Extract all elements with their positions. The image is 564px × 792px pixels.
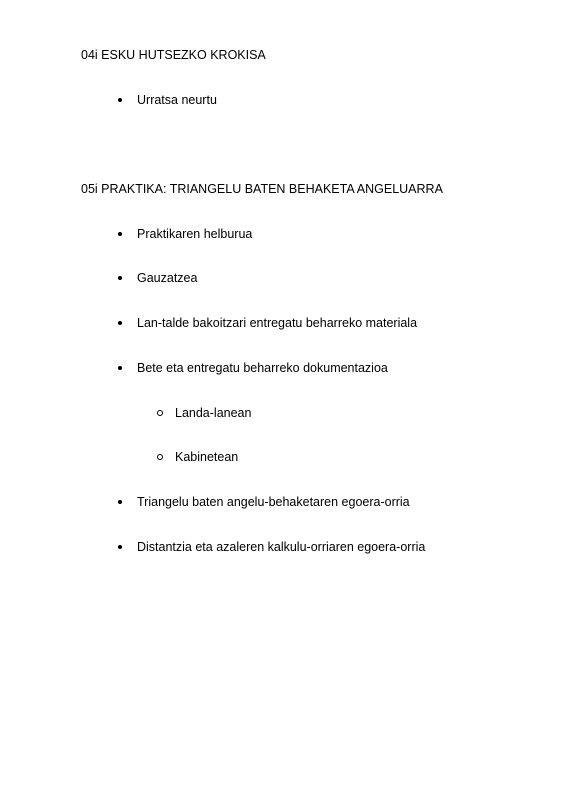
list-item-text: Praktikaren helburua (137, 227, 253, 241)
sublist-item-kabinetean (156, 450, 238, 465)
list-item-text: Triangelu baten angelu-behaketaren egoera-orria (137, 495, 410, 509)
disc-bullet-icon (116, 361, 137, 376)
list-item-gauzatzea (116, 271, 197, 286)
circle-bullet-icon (156, 406, 175, 421)
list-item-dokumentazioa (116, 361, 388, 376)
disc-bullet-icon (116, 271, 137, 286)
list-item-text: Bete eta entregatu beharreko dokumentazioa (137, 361, 388, 375)
disc-bullet-icon (116, 93, 137, 108)
list-item-urratsa-neurtu (116, 93, 217, 108)
list-item-text: Gauzatzea (137, 271, 198, 285)
section-heading-05i: 05i PRAKTIKA: TRIANGELU BATEN BEHAKETA ANGELUARRA (81, 182, 443, 196)
list-item-angelu-behaketa (116, 495, 410, 510)
disc-bullet-icon (116, 540, 137, 555)
list-item-text: Kabinetean (175, 450, 239, 464)
disc-bullet-icon (116, 227, 137, 242)
list-item-text: Landa-lanean (175, 406, 252, 420)
list-item-helburua (116, 227, 252, 242)
list-item-text: Distantzia eta azaleren kalkulu-orriaren egoera-orria (137, 540, 426, 554)
list-item-text: Urratsa neurtu (137, 93, 217, 107)
circle-bullet-icon (156, 450, 175, 465)
disc-bullet-icon (116, 316, 137, 331)
sublist-item-landa-lanean (156, 406, 251, 421)
section-heading-04i: 04i ESKU HUTSEZKO KROKISA (81, 48, 266, 62)
list-item-materiala (116, 316, 417, 331)
disc-bullet-icon (116, 495, 137, 510)
list-item-text: Lan-talde bakoitzari entregatu beharreko materiala (137, 316, 418, 330)
list-item-kalkulu-orria (116, 540, 425, 555)
